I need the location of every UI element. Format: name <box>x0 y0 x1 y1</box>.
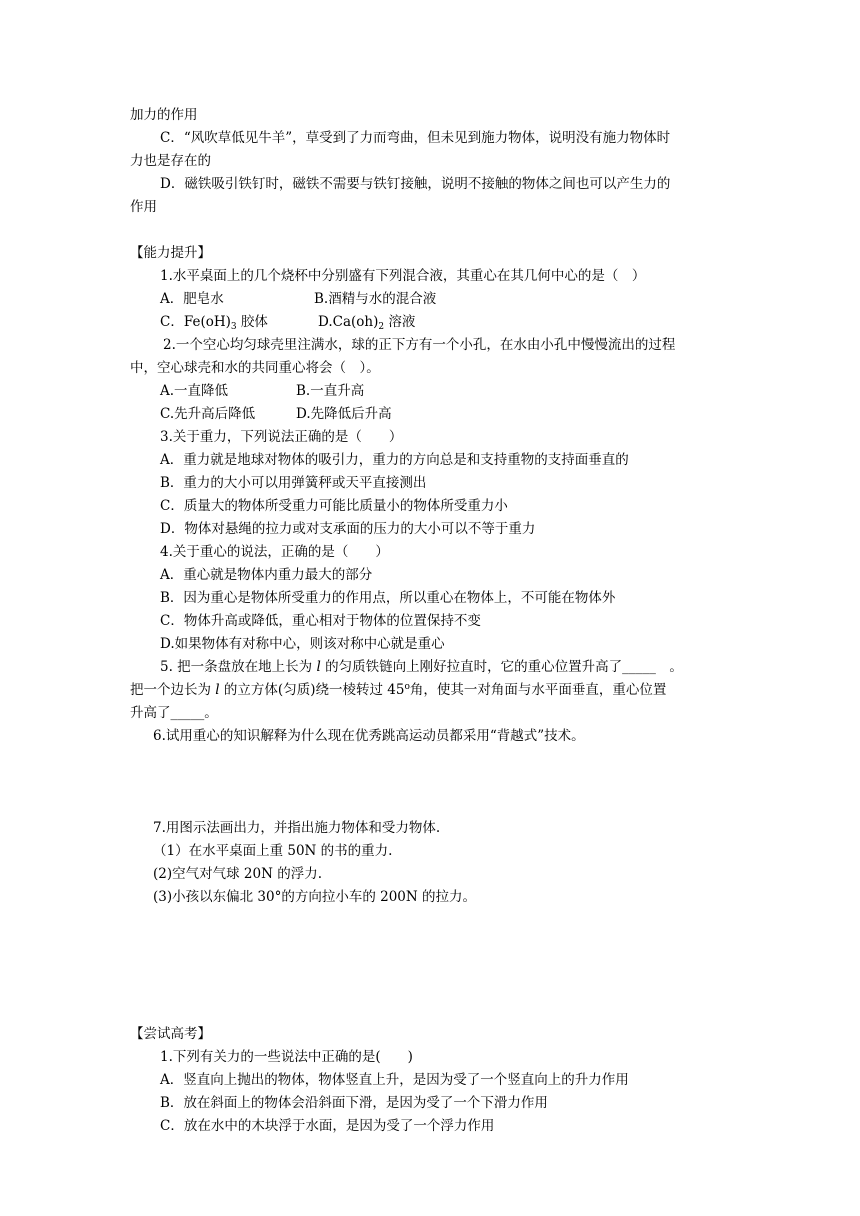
variable-l: l <box>316 659 321 675</box>
text-line: 加力的作用 <box>130 107 198 123</box>
question-5-text: 角，使其一对角面与水平面垂直，重心位置 <box>409 682 667 698</box>
question-7-item: （1）在水平桌面上重 50N 的书的重力. <box>153 843 393 859</box>
subscript: 2 <box>378 322 385 332</box>
option-b: B．放在斜面上的物体会沿斜面下滑，是因为受了一个下滑力作用 <box>160 1095 548 1111</box>
question-5-text: 5. 把一条盘放在地上长为 <box>160 659 313 675</box>
option-d-text: D.Ca(oh) <box>318 314 379 330</box>
question-5-text: 的立方体(匀质)绕一棱转过 45 <box>223 682 405 698</box>
question-5-line <box>160 657 683 677</box>
subscript: 3 <box>230 322 237 332</box>
option-c <box>160 312 268 332</box>
option-d: D.先降低后升高 <box>296 406 392 422</box>
option-c: C．“风吹草低见牛羊”，草受到了力而弯曲，但未见到施力物体，说明没有施力物体时 <box>160 130 671 146</box>
option-b: B.一直升高 <box>296 383 365 399</box>
text-line: 作用 <box>130 199 157 215</box>
question-7-stem: 7.用图示法画出力，并指出施力物体和受力物体. <box>153 820 441 836</box>
option-d: D．磁铁吸引铁钉时，磁铁不需要与铁钉接触，说明不接触的物体之间也可以产生力的 <box>160 176 671 192</box>
section-heading-ability: 【能力提升】 <box>130 245 211 261</box>
question-2-stem: 中，空心球壳和水的共同重心将会（ ）。 <box>130 360 380 376</box>
option-b: B．因为重心是物体所受重力的作用点，所以重心在物体上，不可能在物体外 <box>160 590 616 606</box>
option-a: A.一直降低 <box>160 383 229 399</box>
variable-l: l <box>215 682 220 698</box>
option-d <box>318 312 415 332</box>
option-a: A．重力就是地球对物体的吸引力，重力的方向总是和支持重物的支持面垂直的 <box>160 452 629 468</box>
question-5-line <box>130 680 666 700</box>
option-c-text: C．Fe(oH) <box>160 314 231 330</box>
text-line: 力也是存在的 <box>130 153 211 169</box>
option-a: A．竖直向上抛出的物体，物体竖直上升，是因为受了一个竖直向上的升力作用 <box>160 1072 629 1088</box>
question-3-stem: 3.关于重力，下列说法正确的是（ ） <box>160 429 403 445</box>
option-c-text: 胶体 <box>240 314 268 330</box>
degree-mark: o <box>404 682 410 692</box>
question-1-stem: 1.水平桌面上的几个烧杯中分别盛有下列混合液，其重心在其几何中心的是（ ） <box>160 268 646 284</box>
option-b: B.酒精与水的混合液 <box>314 291 437 307</box>
question-7-item: (3)小孩以东偏北 30°的方向拉小车的 200N 的拉力。 <box>153 889 477 905</box>
option-c: C．质量大的物体所受重力可能比质量小的物体所受重力小 <box>160 498 508 514</box>
question-5-text: 把一个边长为 <box>130 682 211 698</box>
option-c: C.先升高后降低 <box>160 406 256 422</box>
question-2-stem: 2.一个空心均匀球壳里注满水，球的正下方有一个小孔，在水由小孔中慢慢流出的过程 <box>163 337 676 353</box>
question-6-stem: 6.试用重心的知识解释为什么现在优秀跳高运动员都采用“背越式”技术。 <box>153 728 585 744</box>
option-a: A．肥皂水 <box>160 291 224 307</box>
option-d: D．物体对悬绳的拉力或对支承面的压力的大小可以不等于重力 <box>160 521 536 537</box>
option-c: C．放在水中的木块浮于水面，是因为受了一个浮力作用 <box>160 1118 495 1134</box>
question-5-line: 升高了_____。 <box>130 705 218 721</box>
option-b: B．重力的大小可以用弹簧秤或天平直接测出 <box>160 475 427 491</box>
option-c: C．物体升高或降低，重心相对于物体的位置保持不变 <box>160 613 481 629</box>
question-1-stem: 1.下列有关力的一些说法中正确的是( ) <box>160 1049 413 1065</box>
option-d-text: 溶液 <box>388 314 416 330</box>
question-7-item: (2)空气对气球 20N 的浮力. <box>153 866 322 882</box>
question-4-stem: 4.关于重心的说法，正确的是（ ） <box>160 544 389 560</box>
section-heading-exam: 【尝试高考】 <box>130 1026 211 1042</box>
option-d: D.如果物体有对称中心，则该对称中心就是重心 <box>160 636 445 652</box>
option-a: A．重心就是物体内重力最大的部分 <box>160 567 373 583</box>
question-5-text: 的匀质铁链向上刚好拉直时，它的重心位置升高了_____ 。 <box>325 659 683 675</box>
